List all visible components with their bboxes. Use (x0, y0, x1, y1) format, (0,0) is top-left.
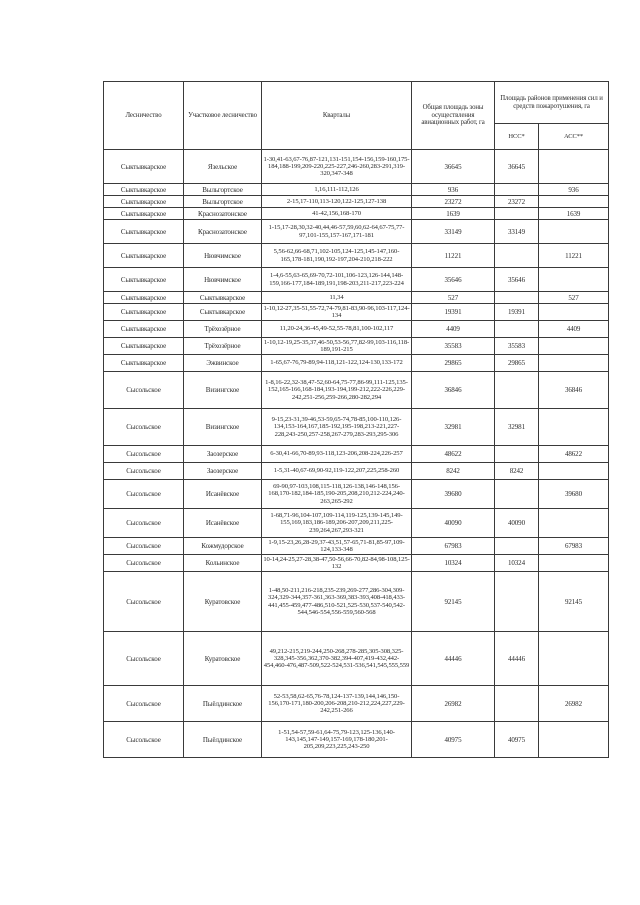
cell-ass: 4409 (539, 321, 609, 338)
cell-ass (539, 304, 609, 321)
cell-lesnichestvo: Сысольское (104, 509, 184, 538)
cell-nss: 29865 (495, 355, 539, 372)
table-row (104, 409, 609, 446)
table-row (104, 722, 609, 758)
cell-lesnichestvo: Сыктывкарское (104, 292, 184, 304)
cell-area-total: 39680 (412, 480, 495, 509)
cell-ass: 48622 (539, 446, 609, 463)
cell-nss (495, 446, 539, 463)
cell-area-total: 1639 (412, 208, 495, 220)
cell-area-total: 32981 (412, 409, 495, 446)
cell-uchastkovoe: Язельское (184, 150, 262, 184)
cell-lesnichestvo: Сысольское (104, 686, 184, 722)
cell-nss: 35646 (495, 268, 539, 292)
cell-kvartaly: 1-4,6-55,63-65,69-70,72-101,106-123,126-144,148-159,166-177,184-189,191,198-203,211-217,223-224 (262, 268, 412, 292)
table-row (104, 446, 609, 463)
cell-area-total: 33149 (412, 220, 495, 244)
cell-area-total: 35646 (412, 268, 495, 292)
cell-ass (539, 555, 609, 572)
cell-uchastkovoe: Куратовское (184, 632, 262, 686)
cell-area-total: 67983 (412, 538, 495, 555)
table-row (104, 244, 609, 268)
cell-ass (539, 632, 609, 686)
cell-lesnichestvo: Сыктывкарское (104, 355, 184, 372)
table-row (104, 463, 609, 480)
cell-nss: 19391 (495, 304, 539, 321)
cell-area-total: 36846 (412, 372, 495, 409)
cell-kvartaly: 1-9,15-23,26,28-29,37-43,51,57-65,71-81,85-97,109-124,133-348 (262, 538, 412, 555)
table-row (104, 268, 609, 292)
cell-ass (539, 268, 609, 292)
cell-kvartaly: 1-30,41-63,67-76,87-121,131-151,154-156,159-160,175-184,188-199,209-220,225-227,246-260,283-291,319-320,347-348 (262, 150, 412, 184)
cell-lesnichestvo: Сысольское (104, 480, 184, 509)
table-row (104, 321, 609, 338)
table-row (104, 686, 609, 722)
cell-nss: 35583 (495, 338, 539, 355)
cell-area-total: 19391 (412, 304, 495, 321)
cell-kvartaly: 1,16,111-112,126 (262, 184, 412, 196)
cell-kvartaly: 1-5,31-40,67-69,90-92,119-122,207,225,258-260 (262, 463, 412, 480)
cell-kvartaly: 69-90,97-103,108,115-118,126-138,146-148,156-168,170-182,184-185,190-205,208,210,212-224,240-263,265-292 (262, 480, 412, 509)
cell-kvartaly: 6-30,41-66,70-89,93-118,123-206,208-224,226-257 (262, 446, 412, 463)
forest-areas-table (103, 81, 609, 758)
cell-lesnichestvo: Сыктывкарское (104, 268, 184, 292)
cell-area-total: 44446 (412, 632, 495, 686)
cell-uchastkovoe: Трёхозёрное (184, 338, 262, 355)
cell-lesnichestvo: Сыктывкарское (104, 196, 184, 208)
cell-kvartaly: 1-51,54-57,59-61,64-75,79-123,125-136,140-143,145,147-149,157-169,178-180,201-205,209,223,225,243-250 (262, 722, 412, 758)
table-row (104, 480, 609, 509)
cell-uchastkovoe: Кожмудорское (184, 538, 262, 555)
cell-uchastkovoe: Сыктывкарское (184, 304, 262, 321)
table-row (104, 292, 609, 304)
cell-lesnichestvo: Сысольское (104, 446, 184, 463)
header-area-total: Общая площадь зоны осуществления авиационных работ, га (412, 82, 495, 150)
cell-area-total: 92145 (412, 572, 495, 632)
table-row (104, 355, 609, 372)
table-row (104, 208, 609, 220)
cell-ass (539, 409, 609, 446)
cell-lesnichestvo: Сыктывкарское (104, 150, 184, 184)
cell-area-total: 29865 (412, 355, 495, 372)
cell-lesnichestvo: Сысольское (104, 722, 184, 758)
cell-lesnichestvo: Сыктывкарское (104, 244, 184, 268)
cell-area-total: 11221 (412, 244, 495, 268)
table-row (104, 509, 609, 538)
cell-ass (539, 220, 609, 244)
cell-uchastkovoe: Выльгортское (184, 196, 262, 208)
cell-lesnichestvo: Сыктывкарское (104, 321, 184, 338)
cell-uchastkovoe: Исанёвское (184, 509, 262, 538)
cell-lesnichestvo: Сысольское (104, 572, 184, 632)
cell-lesnichestvo: Сысольское (104, 555, 184, 572)
cell-lesnichestvo: Сыктывкарское (104, 338, 184, 355)
cell-uchastkovoe: Визингское (184, 409, 262, 446)
table-row (104, 338, 609, 355)
cell-kvartaly: 1-48,50-211,216-218,235-239,269-277,286-304,309-324,329-344,357-361,363-369,383-393,408-418,433-441,455-459,477-486,510-521,525-530,537-540,542-544,546-554,556-559,560-568 (262, 572, 412, 632)
cell-kvartaly: 49,212-215,219-244,250-268,278-285,305-308,325-328,345-356,362,370-382,394-407,419-432,442-454,460-476,487-509,522-524,531-536,541,545,555,559 (262, 632, 412, 686)
cell-ass: 26982 (539, 686, 609, 722)
table-row (104, 150, 609, 184)
cell-uchastkovoe: Пыёлдинское (184, 686, 262, 722)
cell-uchastkovoe: Трёхозёрное (184, 321, 262, 338)
cell-kvartaly: 1-68,71-96,104-107,109-114,119-125,139-145,149-155,169,183,186-189,206-207,209,211,225-239,264,267,293-321 (262, 509, 412, 538)
cell-area-total: 10324 (412, 555, 495, 572)
cell-area-total: 40975 (412, 722, 495, 758)
cell-nss (495, 372, 539, 409)
cell-kvartaly: 41-42,156,168-170 (262, 208, 412, 220)
cell-kvartaly: 5,56-62,66-68,71,102-105,124-125,145-147,160-165,178-181,190,192-197,204-210,218-222 (262, 244, 412, 268)
cell-area-total: 35583 (412, 338, 495, 355)
cell-kvartaly: 1-8,16-22,32-38,47-52,60-64,75-77,86-99,111-125,135-152,165-166,168-184,193-194,199-212,222-226,229-242,251-256,259-266,280-282,294 (262, 372, 412, 409)
cell-ass (539, 509, 609, 538)
cell-nss (495, 686, 539, 722)
cell-nss (495, 292, 539, 304)
cell-nss (495, 244, 539, 268)
table-row (104, 372, 609, 409)
cell-ass: 67983 (539, 538, 609, 555)
cell-uchastkovoe: Выльгортское (184, 184, 262, 196)
cell-lesnichestvo: Сысольское (104, 538, 184, 555)
cell-nss (495, 480, 539, 509)
cell-kvartaly: 1-65,67-76,79-89,94-118,121-122,124-130,133-172 (262, 355, 412, 372)
cell-nss (495, 184, 539, 196)
cell-nss (495, 208, 539, 220)
cell-uchastkovoe: Краснозатонское (184, 220, 262, 244)
header-lesnichestvo: Лесничество (104, 82, 184, 150)
cell-kvartaly: 1-10,12-19,25-35,37,46-50,53-56,77,82-99,103-116,118-189,191-215 (262, 338, 412, 355)
table-row (104, 555, 609, 572)
cell-kvartaly: 52-53,58,62-65,76-78,124-137-139,144,146,150-156,170-171,180-200,206-208,210-212,224,227,229-242,251-266 (262, 686, 412, 722)
cell-area-total: 40090 (412, 509, 495, 538)
header-area-regions: Площадь районов применения сил и средств пожаротушения, га (495, 82, 609, 124)
cell-nss: 40975 (495, 722, 539, 758)
header-uchastkovoe: Участковое лесничество (184, 82, 262, 150)
cell-uchastkovoe: Нювчимское (184, 244, 262, 268)
cell-area-total: 26982 (412, 686, 495, 722)
cell-uchastkovoe: Куратовское (184, 572, 262, 632)
table-row (104, 304, 609, 321)
cell-lesnichestvo: Сыктывкарское (104, 184, 184, 196)
cell-uchastkovoe: Заозерское (184, 446, 262, 463)
table-row (104, 220, 609, 244)
cell-area-total: 936 (412, 184, 495, 196)
cell-ass (539, 150, 609, 184)
table-row (104, 632, 609, 686)
cell-nss: 8242 (495, 463, 539, 480)
cell-ass (539, 463, 609, 480)
cell-ass (539, 338, 609, 355)
cell-uchastkovoe: Сыктывкарское (184, 292, 262, 304)
cell-nss: 32981 (495, 409, 539, 446)
cell-area-total: 527 (412, 292, 495, 304)
cell-nss (495, 572, 539, 632)
cell-kvartaly: 1-10,12-27,35-51,55-72,74-79,81-83,90-96,103-117,124-134 (263, 304, 410, 319)
cell-ass: 527 (539, 292, 609, 304)
cell-nss: 40090 (495, 509, 539, 538)
table-row (104, 572, 609, 632)
cell-area-total: 8242 (412, 463, 495, 480)
cell-uchastkovoe: Краснозатонское (184, 208, 262, 220)
cell-nss: 23272 (495, 196, 539, 208)
cell-ass: 36846 (539, 372, 609, 409)
cell-area-total: 48622 (412, 446, 495, 463)
cell-ass (539, 355, 609, 372)
cell-nss (495, 321, 539, 338)
cell-uchastkovoe: Эжвинское (184, 355, 262, 372)
cell-uchastkovoe: Заозерское (184, 463, 262, 480)
cell-kvartaly: 11,34 (262, 292, 412, 304)
cell-lesnichestvo: Сысольское (104, 463, 184, 480)
cell-nss: 10324 (495, 555, 539, 572)
cell-lesnichestvo: Сысольское (104, 372, 184, 409)
cell-kvartaly: 9-15,23-31,39-46,53-59,65-74,78-85,100-110,126-134,153-164,167,185-192,195-198,213-221,227-228,243-250,257-258,267-279,283-293,295-306 (262, 409, 412, 446)
table-row (104, 196, 609, 208)
cell-ass: 39680 (539, 480, 609, 509)
cell-ass (539, 722, 609, 758)
cell-nss: 44446 (495, 632, 539, 686)
cell-area-total: 36645 (412, 150, 495, 184)
header-nss: НСС* (495, 124, 539, 150)
cell-lesnichestvo: Сыктывкарское (104, 220, 184, 244)
table-row (104, 538, 609, 555)
cell-kvartaly: 10-14,24-25,27-28,38-47,50-56,66-70,82-84,98-108,125-132 (263, 555, 410, 570)
cell-ass: 11221 (539, 244, 609, 268)
cell-area-total: 4409 (412, 321, 495, 338)
cell-uchastkovoe: Пыёлдинское (184, 722, 262, 758)
header-kvartaly: Кварталы (262, 82, 412, 150)
cell-uchastkovoe: Визингское (184, 372, 262, 409)
cell-area-total: 23272 (412, 196, 495, 208)
cell-nss (495, 538, 539, 555)
cell-lesnichestvo: Сыктывкарское (104, 304, 184, 321)
cell-lesnichestvo: Сыктывкарское (104, 208, 184, 220)
cell-uchastkovoe: Исанёвское (184, 480, 262, 509)
cell-ass: 92145 (539, 572, 609, 632)
cell-ass: 936 (539, 184, 609, 196)
table-row (104, 184, 609, 196)
cell-nss: 33149 (495, 220, 539, 244)
cell-lesnichestvo: Сысольское (104, 409, 184, 446)
cell-uchastkovoe: Кольинское (184, 555, 262, 572)
cell-uchastkovoe: Нювчимское (184, 268, 262, 292)
cell-lesnichestvo: Сысольское (104, 632, 184, 686)
cell-nss: 36645 (495, 150, 539, 184)
cell-ass (539, 196, 609, 208)
header-ass: АСС** (539, 124, 609, 150)
cell-kvartaly: 2-15,17-110,113-120,122-125,127-138 (262, 196, 412, 208)
cell-ass: 1639 (539, 208, 609, 220)
cell-kvartaly: 1-15,17-28,30,32-40,44,46-57,59,60,62-64,67-75,77-97,101-155,157-167,171-181 (262, 220, 412, 244)
cell-kvartaly: 11,20-24,36-45,49-52,55-78,81,100-102,117 (262, 321, 412, 338)
